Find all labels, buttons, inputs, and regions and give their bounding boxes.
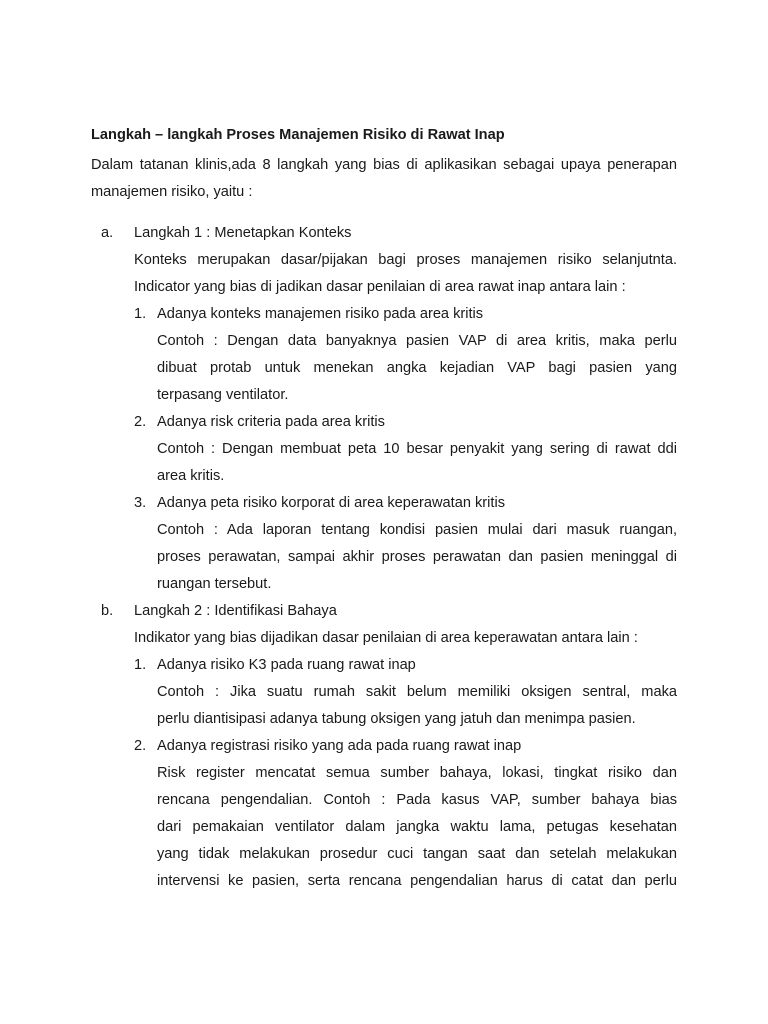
sub-item-line: dibuat protab untuk menekan angka kejadian VAP bagi pasien yang	[157, 360, 677, 376]
sub-item	[134, 301, 677, 409]
step-marker: b.	[101, 603, 114, 619]
sub-item-heading: Adanya peta risiko korporat di area keperawatan kritis	[157, 495, 505, 511]
document-title: Langkah – langkah Proses Manajemen Risiko di Rawat Inap	[91, 127, 505, 143]
sub-item-marker: 2.	[134, 414, 147, 430]
sub-item-heading: Adanya konteks manajemen risiko pada area kritis	[157, 306, 484, 322]
step-heading: Langkah 1 : Menetapkan Konteks	[134, 225, 352, 241]
step-desc-line: Konteks merupakan dasar/pijakan bagi proses manajemen risiko selanjutnta.	[134, 252, 677, 268]
step-desc-line: Indikator yang bias dijadikan dasar penilaian di area keperawatan antara lain :	[134, 630, 638, 646]
sub-item-heading: Adanya registrasi risiko yang ada pada ruang rawat inap	[157, 738, 522, 754]
sub-item-marker: 1.	[134, 657, 147, 673]
intro-line: Dalam tatanan klinis,ada 8 langkah yang bias di aplikasikan sebagai upaya penerapan	[91, 157, 677, 173]
sub-item-line: proses perawatan, sampai akhir proses perawatan dan pasien meninggal di	[157, 549, 677, 565]
sub-item-line: Contoh : Ada laporan tentang kondisi pasien mulai dari masuk ruangan,	[157, 522, 677, 538]
document-page	[91, 124, 677, 895]
sub-item-line: yang tidak melakukan prosedur cuci tangan saat dan setelah melakukan	[157, 846, 677, 862]
sub-item-marker: 3.	[134, 495, 147, 511]
sub-item-line: Contoh : Jika suatu rumah sakit belum memiliki oksigen sentral, maka	[157, 684, 677, 700]
sub-item-line: ruangan tersebut.	[157, 576, 272, 592]
sub-item	[134, 490, 677, 598]
intro-paragraph	[91, 152, 677, 206]
sub-item-line: terpasang ventilator.	[157, 387, 289, 403]
intro-line: manajemen risiko, yaitu :	[91, 184, 253, 200]
step-a	[91, 220, 677, 598]
sub-item	[134, 652, 677, 733]
sub-item-line: Contoh : Dengan membuat peta 10 besar penyakit yang sering di rawat ddi	[157, 441, 677, 457]
step-desc-line: Indicator yang bias di jadikan dasar penilaian di area rawat inap antara lain :	[134, 279, 626, 295]
sub-item	[134, 733, 677, 895]
step-heading: Langkah 2 : Identifikasi Bahaya	[134, 603, 337, 619]
sub-item-line: rencana pengendalian. Contoh : Pada kasus VAP, sumber bahaya bias	[157, 792, 677, 808]
sub-item-line: dari pemakaian ventilator dalam jangka waktu lama, petugas kesehatan	[157, 819, 677, 835]
sub-item-line: perlu diantisipasi adanya tabung oksigen yang jatuh dan menimpa pasien.	[157, 711, 636, 727]
sub-item-line: Risk register mencatat semua sumber bahaya, lokasi, tingkat risiko dan	[157, 765, 677, 781]
step-marker: a.	[101, 225, 114, 241]
sub-item-line: Contoh : Dengan data banyaknya pasien VAP di area kritis, maka perlu	[157, 333, 677, 349]
sub-item-heading: Adanya risk criteria pada area kritis	[157, 414, 385, 430]
sub-item-marker: 1.	[134, 306, 147, 322]
sub-item	[134, 409, 677, 490]
sub-item-line: area kritis.	[157, 468, 225, 484]
sub-item-line: intervensi ke pasien, serta rencana pengendalian harus di catat dan perlu	[157, 873, 677, 889]
sub-item-marker: 2.	[134, 738, 147, 754]
sub-item-heading: Adanya risiko K3 pada ruang rawat inap	[157, 657, 416, 673]
step-b	[91, 598, 677, 895]
